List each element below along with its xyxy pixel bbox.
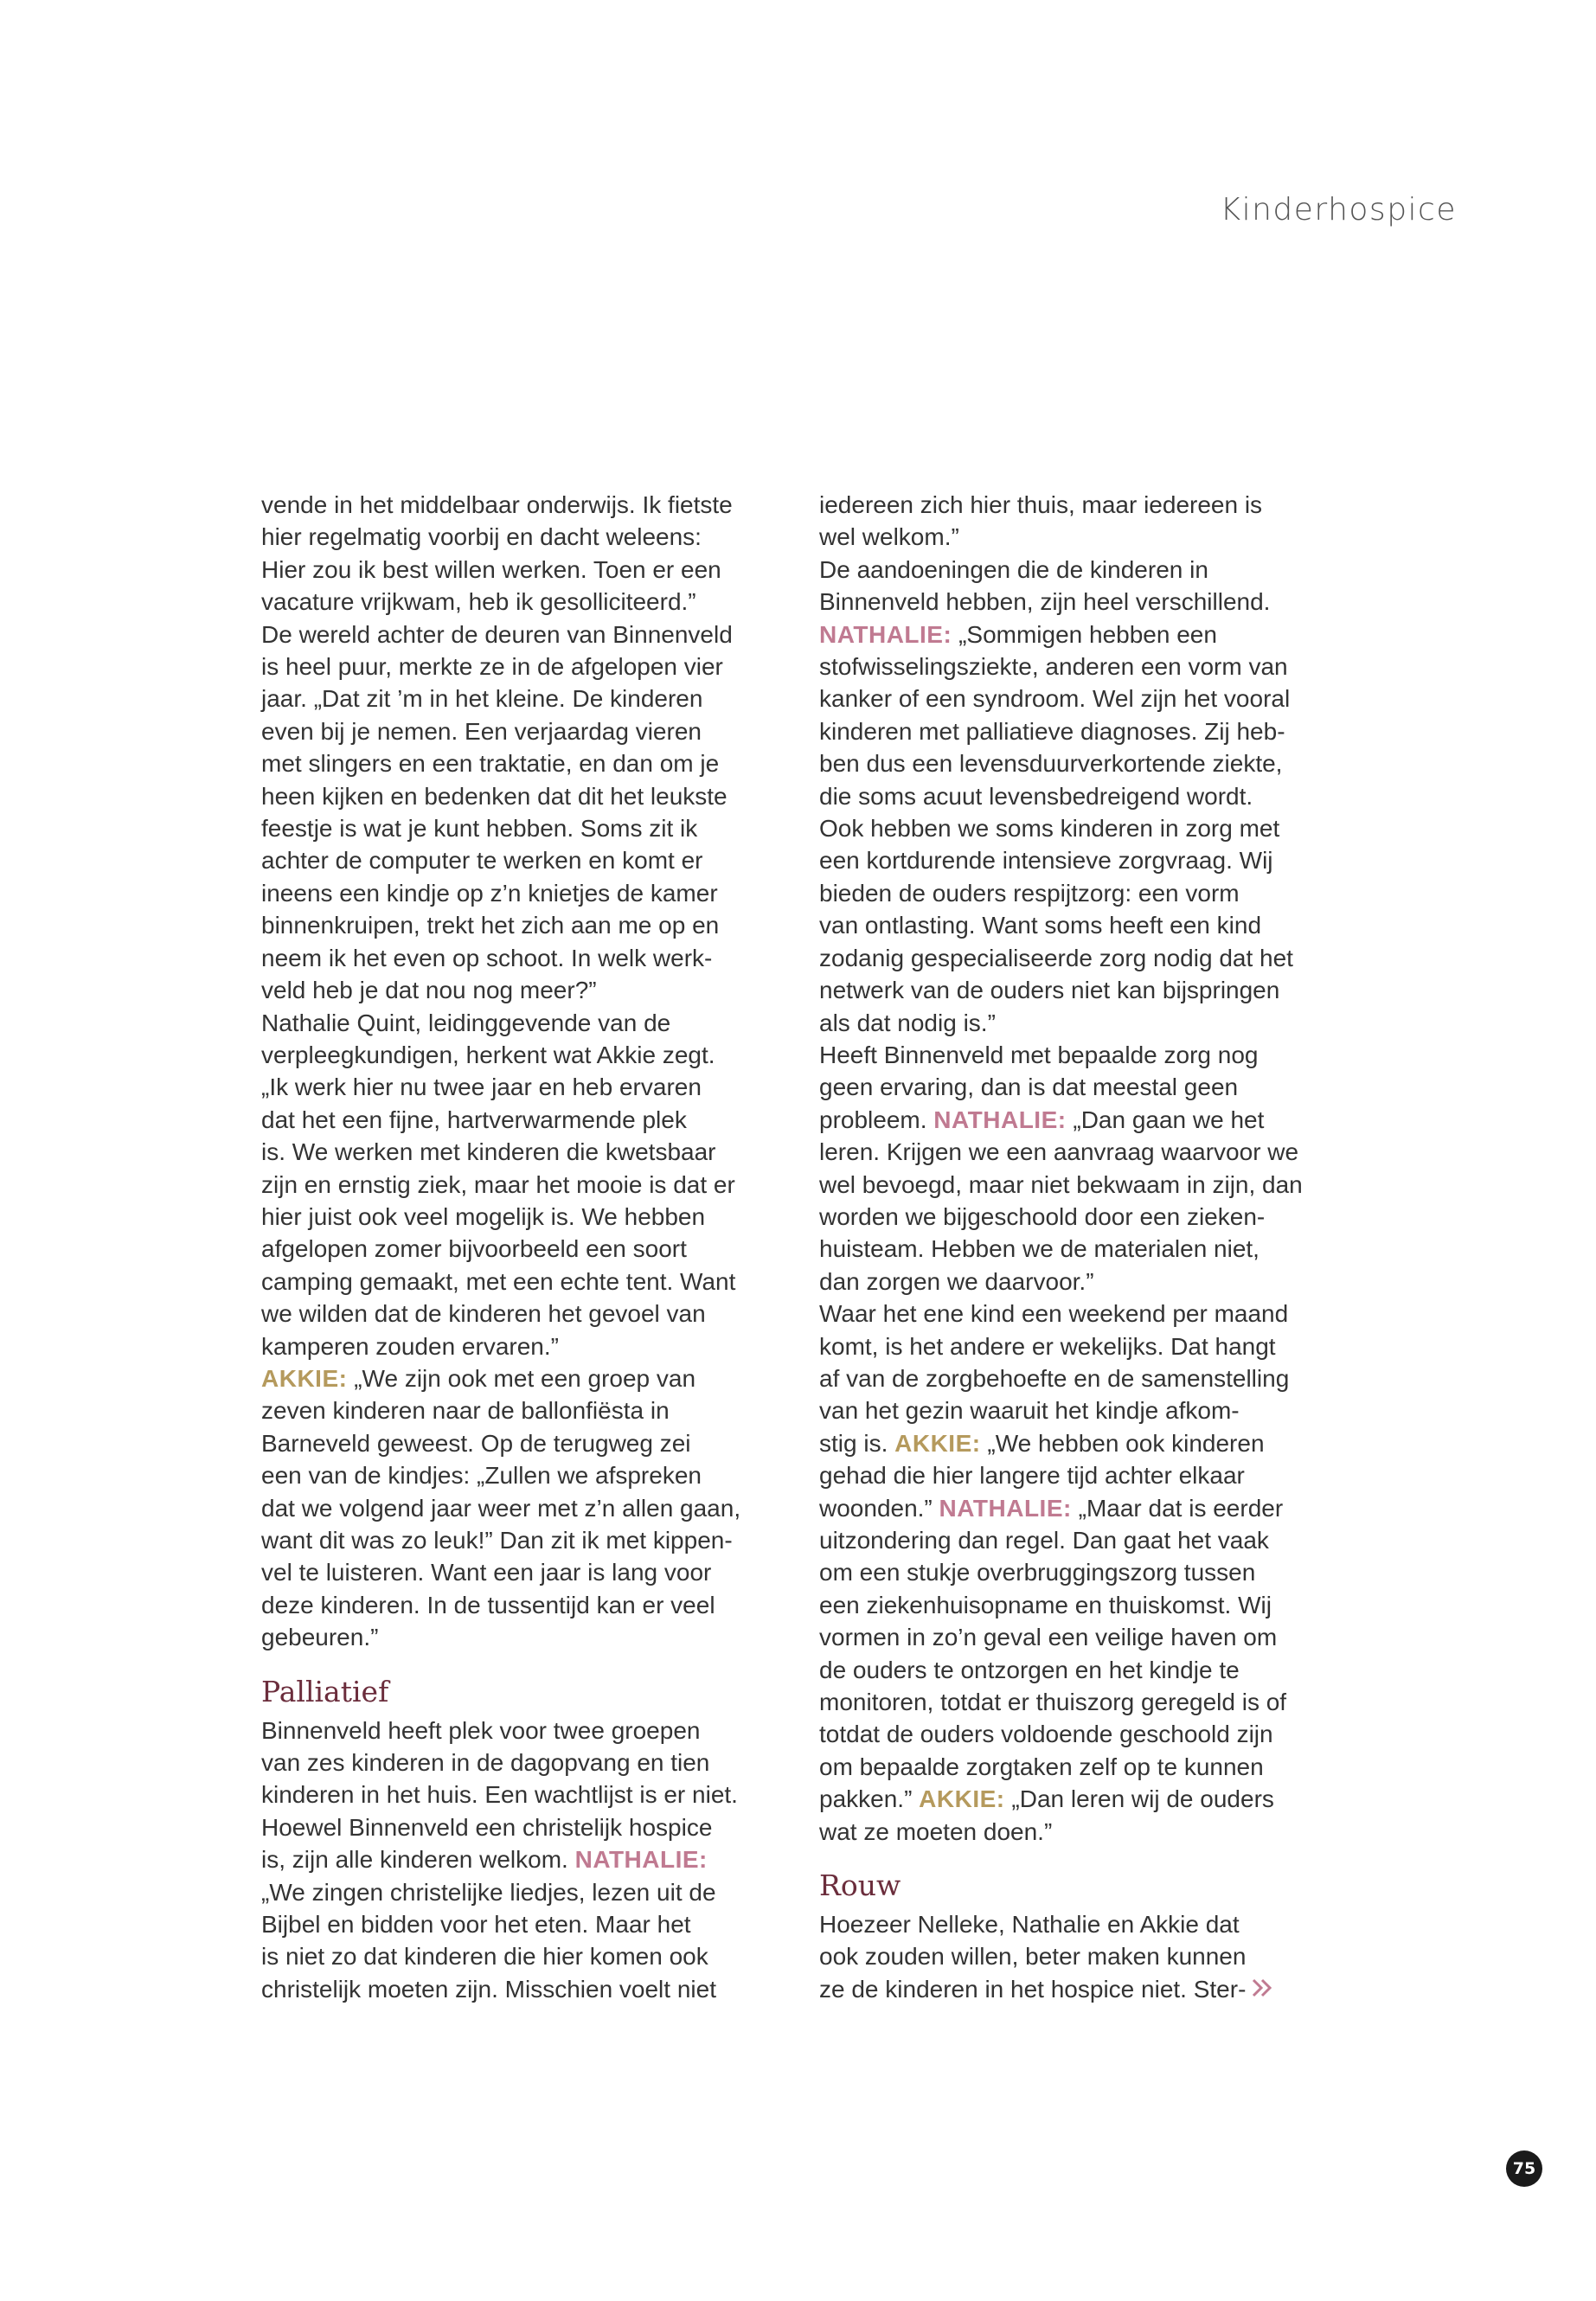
paragraph-text: „We zingen christelijke liedjes, lezen uit de Bijbel en bidden voor het eten. Maar het is niet zo dat kinderen die hier komen ook christelijk moeten zijn. Misschien voelt niet [261,1878,716,2003]
speaker-label-nathalie: NATHALIE: [819,620,952,648]
section-label: Kinderhospice [1220,192,1457,228]
paragraph-text: „We zijn ook met een groep van zeven kinderen naar de ballonfiësta in Barneveld geweest. Op de terugweg zei een van de kindjes: „Zullen we afspreken dat we volgend jaar weer met z’n allen gaan, want dit was zo leuk!” Dan zit ik met kippen- vel te luisteren. Want een jaar is lang voor deze kinderen. In de tussentijd kan er veel gebeuren.” [261,1364,741,1651]
paragraph-text: Hoezeer Nelleke, Nathalie en Akkie dat ook zouden willen, beter maken kunnen ze de kinderen in het hospice niet. Ster- [819,1911,1247,2003]
paragraph-text: vende in het middelbaar onderwijs. Ik fietste hier regelmatig voorbij en dacht weleens: Hier zou ik best willen werken. Toen er een vacature vrijkwam, heb ik gesolliciteerd.” De wereld achter de deuren van Binnenveld is heel puur, merkte ze in de afgelopen vier jaar. „Dat zit ’m in het kleine. De kinderen even bij je nemen. Een verjaardag vieren met slingers en een traktatie, en dan om je heen kijken en bedenken dat dit het leukste feestje is wat je kunt hebben. Soms zit ik achter de computer te werken en komt er ineens een kindje op z’n knietjes de kamer binnenkruipen, trekt het zich aan me op en neem ik het even op schoot. In welk werk- veld heb je dat nou nog meer?” Nathalie Quint, leidinggevende van de verpleegkundigen, herkent wat Akkie zegt. „Ik werk hier nu twee jaar en heb ervaren dat het een fijne, hartverwarmende plek is. We werken met kinderen die kwetsbaar zijn en ernstig ziek, maar het mooie is dat er hier juist ook veel mogelijk is. We hebben afgelopen zomer bijvoorbeeld een soort camping gemaakt, met een echte tent. Want we wilden dat de kinderen het gevoel van kamperen zouden ervaren.” [261,491,736,1360]
speaker-label-akkie: AKKIE: [261,1364,348,1392]
paragraph [819,1908,1347,2007]
double-chevron-right-icon [1251,1975,1275,2007]
paragraph-text: iedereen zich hier thuis, maar iedereen is wel welkom.” De aandoeningen die de kinderen in Binnenveld hebben, zijn heel verschillend. [819,491,1271,616]
paragraph-text: „Dan leren wij de ouders wat ze moeten doen.” [819,1785,1274,1845]
page-number: 75 [1506,2150,1542,2187]
subheading: Rouw [819,1868,901,1903]
paragraph [261,489,789,1362]
paragraph-text: „Sommigen hebben een stofwisselingsziekte, anderen een vorm van kanker of een syndroom. Wel zijn het vooral kinderen met palliatieve diagnoses. Zij heb- ben dus een levensduurverkortende ziekte, die soms acuut levensbedreigend wordt. Ook hebben we soms kinderen in zorg met een kortdurende intensieve zorgvraag. Wij bieden de ouders respijtzorg: een vorm van ontlasting. Want soms heeft een kind zodanig gespecialiseerde zorg nodig dat het netwerk van de ouders niet kan bijspringen als dat nodig is.” Heeft Binnenveld met bepaalde zorg nog geen ervaring, dan is dat meestal geen probleem. [819,620,1293,1133]
paragraph-text: Binnenveld heeft plek voor twee groepen van zes kinderen in de dagopvang en tien kinderen in het huis. Een wachtlijst is er niet. Hoewel Binnenveld een christelijk hospice is, zijn alle kinderen welkom. [261,1716,738,1874]
paragraph [261,1362,789,1654]
paragraph-text: „Dan gaan we het leren. Krijgen we een aanvraag waarvoor we wel bevoegd, maar niet bekwaam in zijn, dan worden we bijgeschoold door een zieken- huisteam. Hebben we de materialen niet, dan zorgen we daarvoor.” Waar het ene kind een weekend per maand komt, is het andere er wekelijks. Dat hangt af van de zorgbehoefte en de samenstelling van het gezin waaruit het kindje afkom- stig is. [819,1106,1303,1457]
speaker-label-nathalie: NATHALIE: [933,1106,1067,1133]
article-column-right [819,489,1347,2007]
speaker-label-akkie: AKKIE: [894,1429,981,1457]
article-column-left [261,489,789,2005]
paragraph [261,1715,789,2006]
paragraph [819,489,1347,1848]
speaker-label-nathalie: NATHALIE: [574,1846,708,1874]
paragraph-text: „We hebben ook kinderen gehad die hier langere tijd achter elkaar woonden.” [819,1429,1265,1522]
subheading: Palliatief [261,1674,389,1708]
paragraph-text: „Maar dat is eerder uitzondering dan regel. Dan gaat het vaak om een stukje overbruggingszorg tussen een ziekenhuisopname en thuiskomst. Wij vormen in zo’n geval een veilige haven om de ouders te ontzorgen en het kindje te monitoren, totdat er thuiszorg geregeld is of totdat de ouders voldoende geschoold zijn om bepaalde zorgtaken zelf op te kunnen pakken.” [819,1494,1287,1813]
speaker-label-akkie: AKKIE: [919,1785,1005,1813]
speaker-label-nathalie: NATHALIE: [939,1494,1072,1522]
